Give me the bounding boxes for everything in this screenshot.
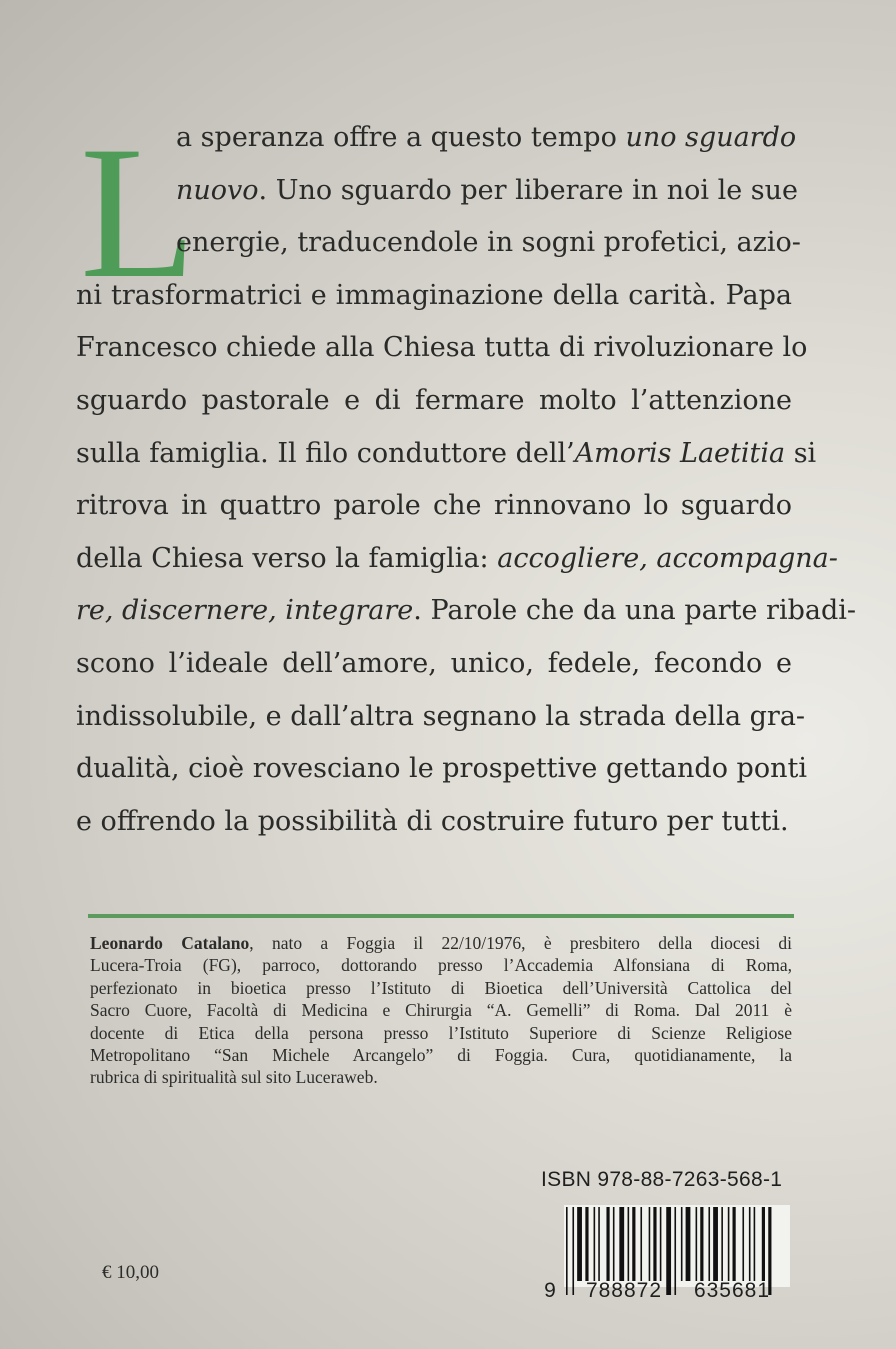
barcode-bar <box>708 1207 710 1281</box>
barcode-bar <box>577 1207 582 1281</box>
blurb-italic: Amoris Laetitia <box>574 437 786 469</box>
bio-line: docente di Etica della persona presso l’Istituto Superiore di Scienze Religiose <box>90 1022 792 1043</box>
barcode-bar <box>598 1207 600 1281</box>
blurb-italic: accogliere, accompagna- <box>497 542 838 574</box>
author-bio <box>90 932 792 1089</box>
barcode-background <box>564 1205 790 1287</box>
barcode-bar <box>649 1207 651 1281</box>
barcode-bar <box>700 1207 703 1281</box>
barcode-bar <box>686 1207 691 1281</box>
barcode-bar <box>742 1207 744 1281</box>
blurb-line <box>76 165 798 218</box>
barcode-bar <box>666 1207 671 1295</box>
bio-line: Sacro Cuore, Facoltà di Medicina e Chirurgia “A. Gemelli” di Roma. Dal 2011 è <box>90 1000 792 1021</box>
barcode-bar <box>660 1207 662 1281</box>
blurb-line <box>76 533 838 586</box>
blurb-text: . Parole che da una parte ribadi- <box>413 595 857 627</box>
barcode-bar <box>594 1207 596 1281</box>
blurb-line: indissolubile, e dall’altra segnano la strada della gra- <box>76 700 806 732</box>
blurb-italic: re, discernere, integrare <box>76 595 414 627</box>
blurb-line <box>76 428 817 481</box>
barcode-bar <box>696 1207 698 1281</box>
blurb-line <box>76 112 797 165</box>
isbn-label: ISBN 978-88-7263-568-1 <box>541 1168 783 1191</box>
bio-line: rubrica di spiritualità sul sito Luceraweb. <box>90 1067 378 1088</box>
blurb-text: della Chiesa verso la famiglia: <box>76 542 498 574</box>
barcode-bar <box>653 1207 656 1281</box>
barcode-bar <box>572 1207 574 1295</box>
blurb-italic: nuovo <box>176 174 259 206</box>
barcode-bar <box>762 1207 765 1281</box>
bio-line: Metropolitano “San Michele Arcangelo” di Foggia. Cura, quotidianamente, la <box>90 1044 792 1065</box>
barcode-bar <box>628 1207 630 1281</box>
blurb-line: ritrova in quattro parole che rinnovano lo sguardo <box>76 490 792 522</box>
blurb-text: sulla famiglia. Il filo conduttore dell’ <box>76 437 575 469</box>
drop-cap: L <box>80 108 197 318</box>
barcode-bar <box>606 1207 609 1281</box>
barcode-bar <box>585 1207 588 1281</box>
author-name: Leonardo Catalano <box>90 933 250 953</box>
barcode <box>536 1205 792 1305</box>
blurb-line: dualità, cioè rovesciano le prospettive gettando ponti <box>76 753 807 785</box>
bio-line: Lucera-Troia (FG), parroco, dottorando presso l’Accademia Alfonsiana di Roma, <box>90 955 792 976</box>
bio-line <box>90 932 792 954</box>
blurb-line: sguardo pastorale e di fermare molto l’attenzione <box>76 384 792 416</box>
cover-blurb <box>76 108 857 848</box>
divider-rule <box>88 914 794 918</box>
blurb-line: scono l’ideale dell’amore, unico, fedele, fecondo e <box>76 647 792 679</box>
barcode-digit-first: 9 <box>544 1279 556 1302</box>
barcode-bar <box>754 1207 756 1281</box>
blurb-line <box>76 585 857 638</box>
barcode-digits-right: 635681 <box>693 1279 771 1302</box>
barcode-bar <box>749 1207 751 1281</box>
barcode-bar <box>566 1207 568 1295</box>
barcode-bar <box>721 1207 723 1281</box>
blurb-line: energie, traducendole in sogni profetici, azio- <box>176 227 801 259</box>
price-label: € 10,00 <box>102 1262 159 1283</box>
blurb-text: a speranza offre a questo tempo <box>176 122 626 153</box>
bio-text: , nato a Foggia il 22/10/1976, è presbitero della diocesi di <box>249 933 793 953</box>
blurb-line: Francesco chiede alla Chiesa tutta di rivoluzionare lo <box>76 332 808 364</box>
barcode-bar <box>640 1207 642 1281</box>
barcode-bar <box>733 1207 736 1281</box>
barcode-bar <box>632 1207 635 1281</box>
barcode-bar <box>674 1207 676 1295</box>
blurb-italic: uno sguardo <box>625 122 797 153</box>
barcode-bar <box>713 1207 718 1281</box>
barcode-bar <box>613 1207 615 1281</box>
bio-line: perfezionato in bioetica presso l’Istituto di Bioetica dell’Università Cattolica del <box>90 977 792 998</box>
barcode-bar <box>681 1207 683 1281</box>
blurb-line: ni trasformatrici e immaginazione della carità. Papa <box>76 279 792 311</box>
blurb-line: e offrendo la possibilità di costruire futuro per tutti. <box>76 805 789 837</box>
barcode-digits-left: 788872 <box>585 1279 663 1302</box>
barcode-bar <box>728 1207 730 1281</box>
blurb-text: . Uno sguardo per liberare in noi le sue <box>258 174 798 206</box>
blurb-text: si <box>785 437 817 469</box>
barcode-bar <box>619 1207 624 1281</box>
